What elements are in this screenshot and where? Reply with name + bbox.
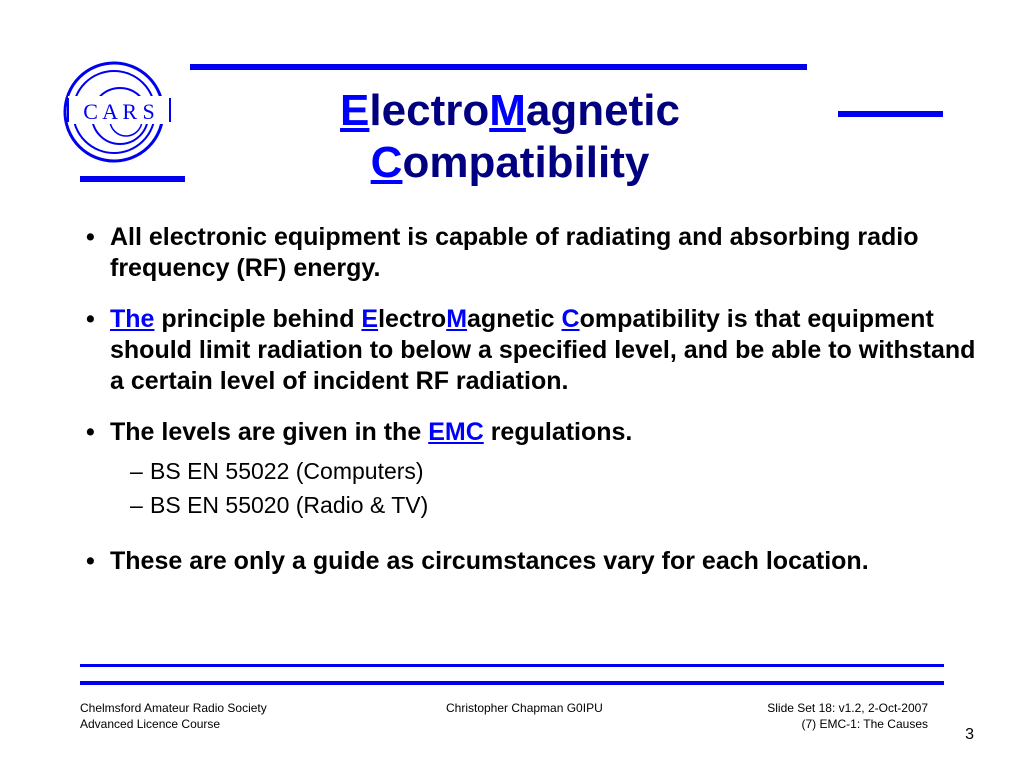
bullet-text: regulations.	[483, 418, 633, 446]
bullet-text: agnetic	[467, 305, 562, 333]
footer-course: Advanced Licence Course	[80, 717, 221, 731]
footer-society: Chelmsford Amateur Radio Society	[80, 701, 267, 715]
title-capital: C	[370, 138, 403, 187]
footer-rule-2	[80, 681, 944, 685]
title-text: agnetic	[525, 86, 680, 135]
bullet-text: principle behind	[154, 305, 362, 333]
footer-topic: (7) EMC-1: The Causes	[801, 717, 928, 731]
bullet-item	[86, 417, 986, 448]
page-number: 3	[965, 726, 974, 743]
bullet-list	[86, 222, 986, 577]
logo-letter: A	[102, 99, 117, 124]
logo-lettering	[83, 99, 155, 124]
highlighted-term: M	[446, 305, 468, 333]
bullet-text: lectro	[378, 305, 447, 333]
footer-right	[767, 700, 928, 732]
title-text: lectro	[369, 86, 490, 135]
sub-item: – BS EN 55020 (Radio & TV)	[86, 488, 986, 522]
sub-item: – BS EN 55022 (Computers)	[86, 454, 986, 488]
bullet-text: ompatibility is that equipment should limit radiation to below a specified level, and be able to withstand a certain level of incident RF radiation.	[110, 305, 976, 395]
slide-title-line-1	[200, 86, 820, 136]
bullet-text: These are only a guide as circumstances vary for each location.	[110, 547, 869, 575]
bullet-item	[86, 222, 986, 284]
cars-logo-icon	[62, 60, 182, 170]
footer-rule	[80, 664, 944, 667]
bullet-item	[86, 546, 986, 577]
slide-title-line-2	[200, 138, 820, 188]
footer-slide-set: Slide Set 18: v1.2, 2-Oct-2007	[767, 701, 928, 715]
logo-letter: C	[83, 99, 98, 124]
footer-author: Christopher Chapman G0IPU	[446, 701, 603, 715]
logo-letter: S	[142, 99, 155, 124]
highlighted-term: E	[361, 305, 379, 333]
highlighted-term: C	[561, 305, 580, 333]
title-capital: M	[489, 86, 526, 135]
title-capital: E	[340, 86, 370, 135]
bullet-item	[86, 304, 986, 397]
highlighted-term: The	[110, 305, 155, 333]
left-short-rule	[80, 176, 185, 182]
highlighted-term: EMC	[428, 418, 484, 446]
right-short-rule	[838, 111, 943, 117]
footer-left	[80, 700, 267, 732]
title-text: ompatibility	[402, 138, 650, 187]
bullet-text: The levels are given in the	[110, 418, 429, 446]
top-rule	[190, 64, 807, 70]
bullet-text: All electronic equipment is capable of radiating and absorbing radio frequency (RF) energy.	[110, 223, 919, 282]
logo-letter: R	[122, 99, 138, 124]
